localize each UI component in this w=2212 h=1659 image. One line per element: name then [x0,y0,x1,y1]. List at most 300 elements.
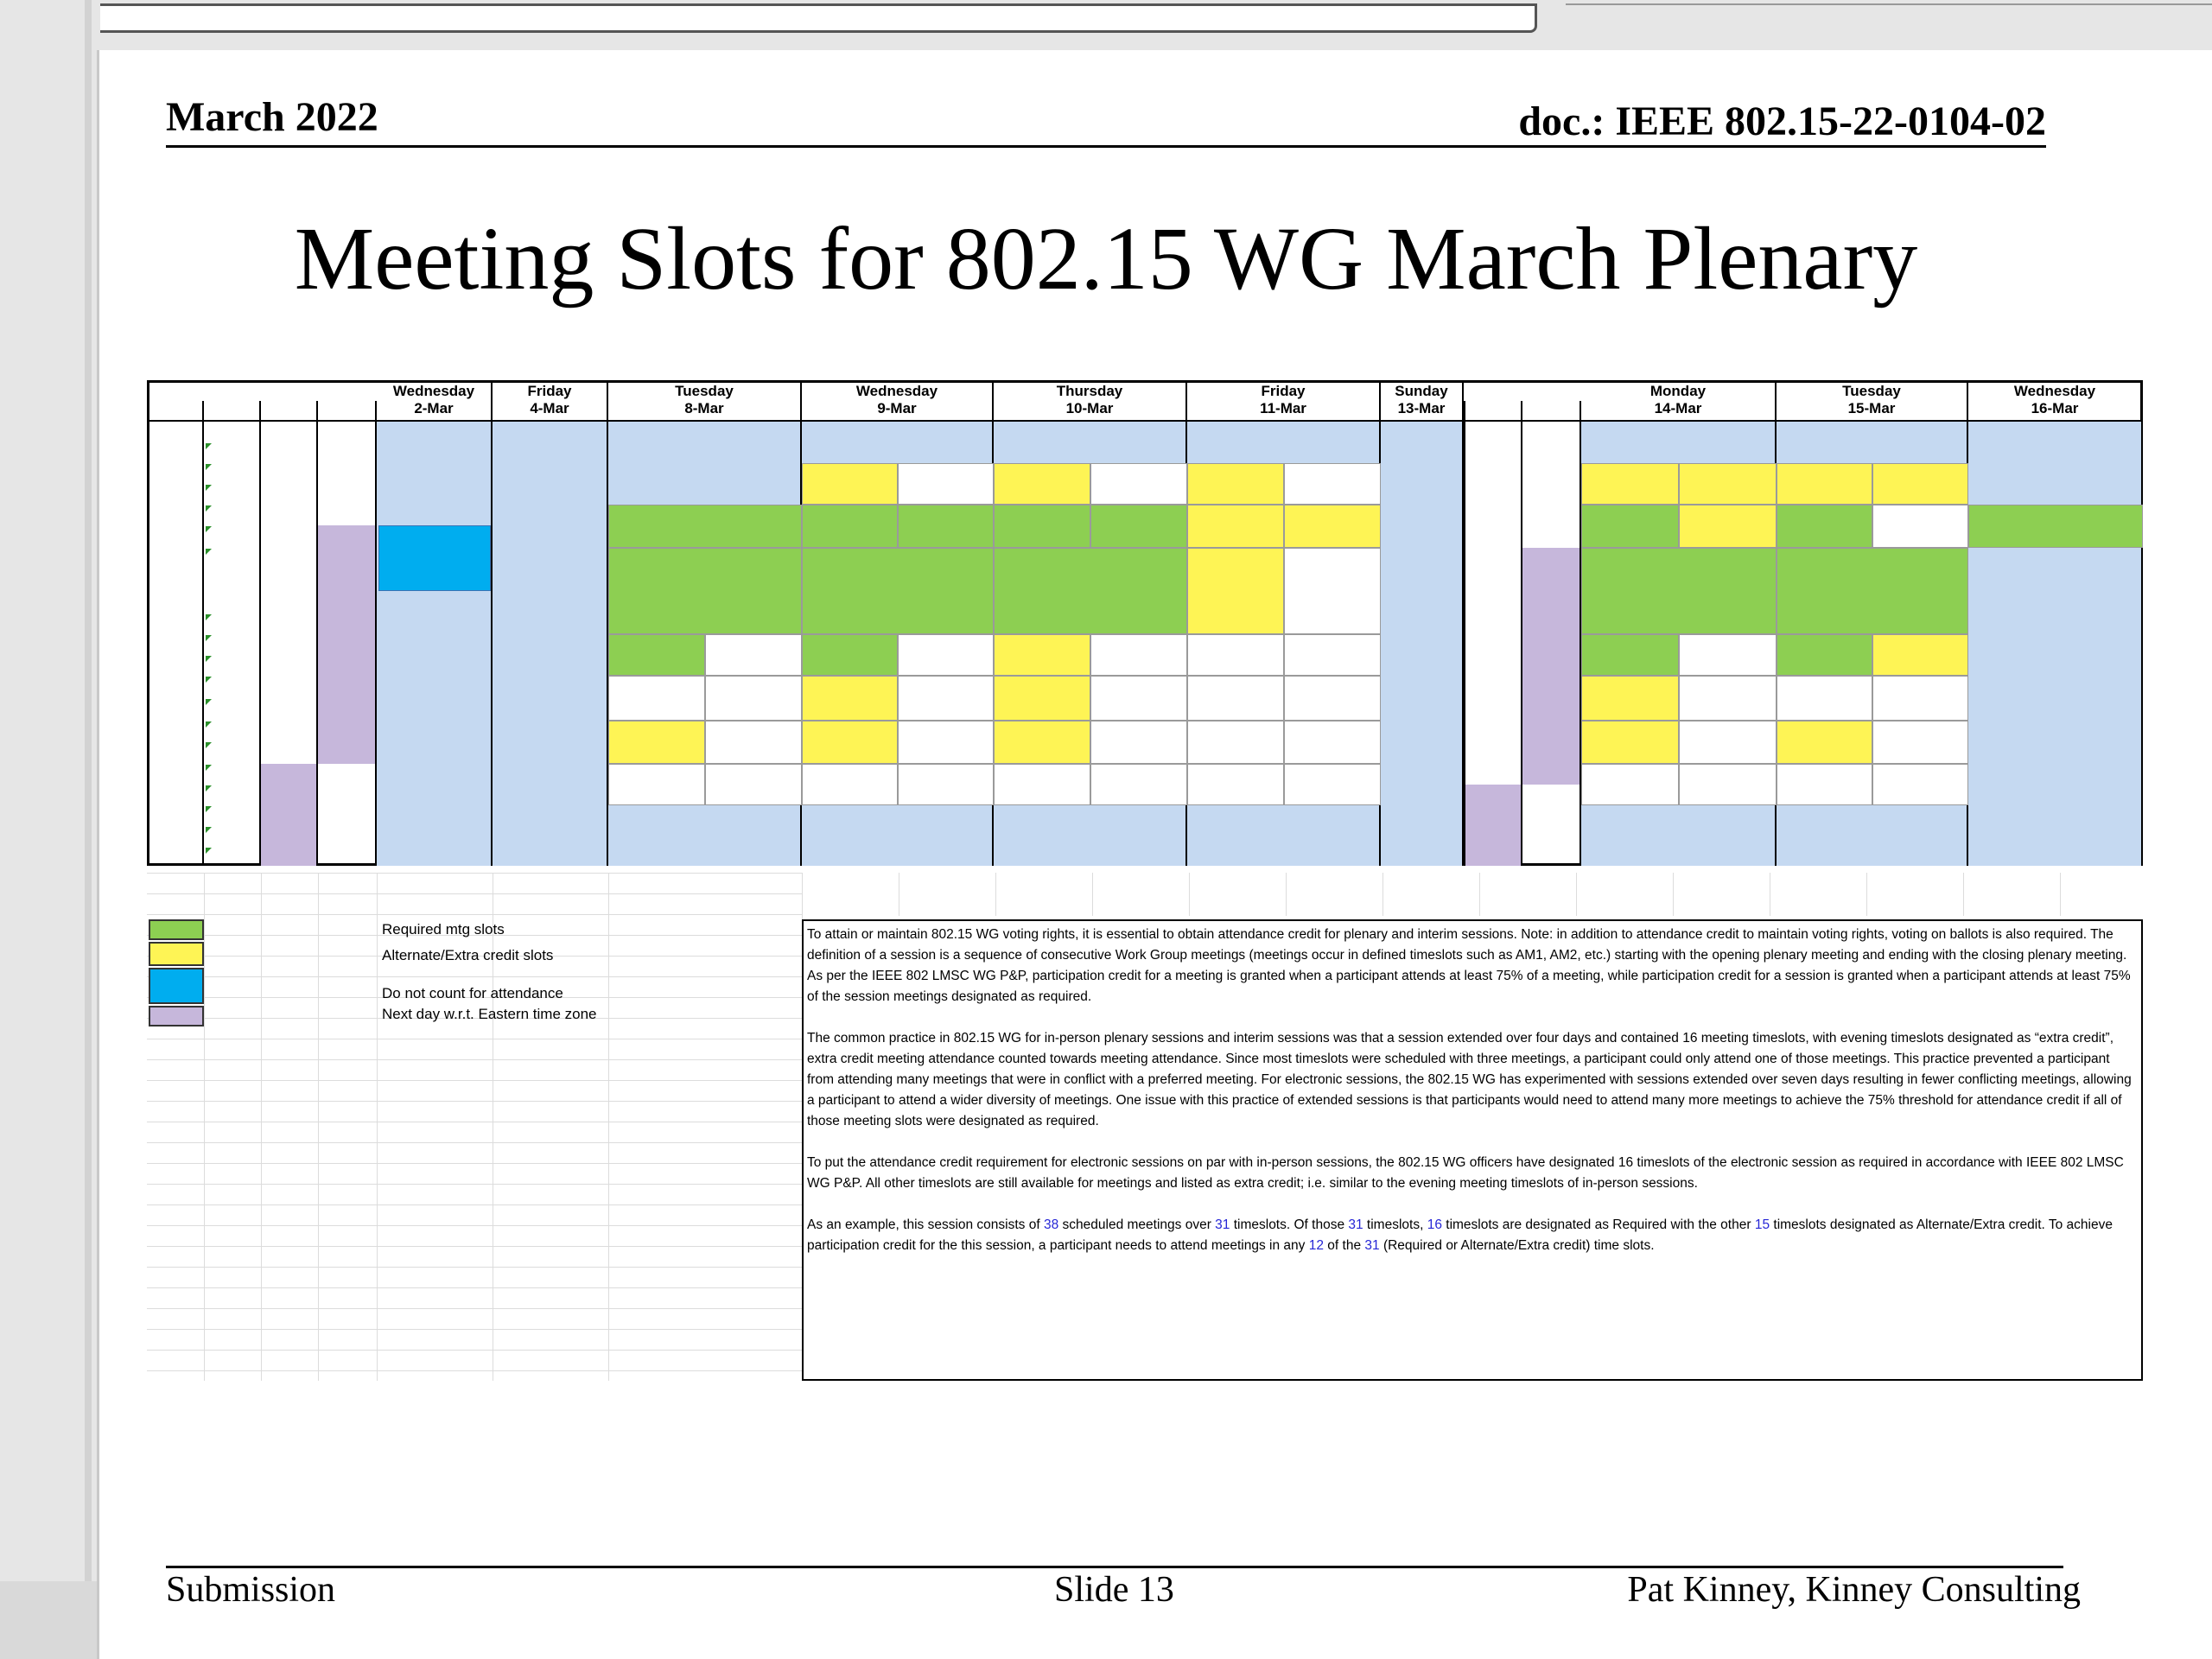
grid-line [318,873,319,1381]
time-cell-jst [318,463,377,484]
legend-label: Next day w.r.t. Eastern time zone [382,1006,597,1022]
cell-comment-marker [206,721,212,728]
right-time-cell-utc [1464,422,1522,442]
right-time-cell-jst [1522,847,1581,866]
wg-opening-meeting-meeting [608,505,802,548]
grid-line [261,873,262,1381]
time-cell-est [147,548,204,613]
right-time-cell-utc [1464,634,1522,655]
grid-line [204,873,205,1381]
time-cell-utc [261,721,318,741]
right-time-cell-jst [1522,484,1581,505]
grid-line [1963,873,1964,916]
right-time-cell-jst [1522,721,1581,741]
time-cell-pst [204,525,261,548]
slide-title: Meeting Slots for 802.15 WG March Plenary [294,209,1918,308]
tg4ab-meeting [802,721,898,764]
tg6a-meeting [898,505,994,548]
day-column-background [1968,422,2143,866]
right-time-cell-jst [1522,785,1581,805]
legend-swatch [149,942,204,966]
time-cell-utc [261,655,318,676]
grid-line [1866,873,1867,916]
day-header [802,380,994,422]
grid-line [1189,873,1190,916]
grid-line [147,1142,802,1143]
time-cell-est [147,785,204,805]
grid-line [147,1163,802,1164]
attendance-notes [802,919,2143,1381]
sc-maint-meeting [608,548,802,634]
tg4ab-meeting [608,721,705,764]
time-cell-est [147,764,204,785]
tg3ma-meeting [1187,505,1284,548]
ev2-meeting [705,764,802,805]
time-cell-jst [318,741,377,764]
right-time-cell-utc [1464,484,1522,505]
time-header-utc [261,401,318,422]
tg13-meeting [1679,463,1777,505]
ev2-meeting [1777,764,1872,805]
day-name: Thursday [1056,383,1123,400]
legend-swatch [149,1006,204,1027]
sc-ietf-meeting [994,548,1187,634]
time-cell-utc [261,764,318,785]
day-date: 14-Mar [1654,400,1702,416]
footer-submission: Submission [166,1570,336,1610]
day-header [1381,380,1464,422]
tg7a-meeting [1777,463,1872,505]
notes-paragraph-1: To attain or maintain 802.15 WG voting rights, it is essential to obtain attendance credit for plenary and interim sessions. Note: in addition to attendance credit to maintain voting rights, voting on ballots is also required. The definition of a session is a sequence of consecutive Work Group meetings (meetings occur in defined timeslots such as AM1, AM2, etc.) starting with the opening plenary meeting and ending with the closing plenary meeting. As per the IEEE 802 LMSC WG P&P, participation credit for a meeting is granted when a participant attends at least 75% of a meeting, while participation credit for a session is granted when a participant attends at least 75% of the session meetings designated as required. [807,927,2131,1004]
ev1-meeting [1090,721,1187,764]
right-time-cell-jst [1522,826,1581,847]
time-cell-utc [261,676,318,698]
pm1-meeting [1187,634,1284,676]
day-date: 11-Mar [1260,400,1306,416]
cell-comment-marker [206,742,212,748]
time-cell-jst [318,676,377,698]
tg13-meeting [1872,463,1968,505]
time-cell-jst [318,634,377,655]
right-time-cell-jst [1522,764,1581,785]
ev1-meeting [898,721,994,764]
time-cell-pst [204,721,261,741]
cell-comment-marker [206,785,212,791]
time-cell-jst [318,698,377,721]
cell-comment-marker [206,526,212,532]
day-date: 16-Mar [2031,400,2079,416]
cell-comment-marker [206,806,212,812]
cac-meeting [378,525,491,591]
time-cell-pst [204,463,261,484]
time-cell-est [147,463,204,484]
ev1-meeting [1872,721,1968,764]
time-cell-pst [204,676,261,698]
time-cell-jst [318,525,377,548]
grid-line [147,1101,802,1102]
tg16t-meeting [1777,634,1872,676]
grid-line [147,1350,802,1351]
pm2-meeting [1872,676,1968,721]
ev2-meeting [608,764,705,805]
time-cell-jst [318,826,377,847]
time-cell-jst [318,764,377,785]
cell-comment-marker [206,485,212,491]
sc-maint-meeting [1777,548,1968,634]
time-cell-pst [204,613,261,634]
pm1-meeting [1679,634,1777,676]
time-cell-utc [261,422,318,442]
grid-line [147,1225,802,1226]
right-time-cell-utc [1464,764,1522,785]
right-time-cell-utc [1464,655,1522,676]
right-time-cell-utc [1464,463,1522,484]
grid-line [147,976,802,977]
cell-comment-marker [206,656,212,662]
cell-comment-marker [206,505,212,512]
right-time-cell-utc [1464,785,1522,805]
ev2-meeting [1581,764,1679,805]
tg4ab-meeting [1187,548,1284,634]
time-cell-utc [261,634,318,655]
day-date: 13-Mar [1397,400,1446,416]
time-cell-pst [204,785,261,805]
sc-thz-meeting [1187,463,1284,505]
wg-closing-meeting-meeting [1968,505,2143,548]
right-time-cell-jst [1522,505,1581,525]
ev1-meeting [1284,721,1381,764]
grid-line [147,1246,802,1247]
right-time-cell-jst [1522,676,1581,698]
ev2-meeting [898,764,994,805]
legend-swatch [149,919,204,940]
grid-line [147,1308,802,1309]
time-cell-jst [318,613,377,634]
tg7a-meeting [802,463,898,505]
footer-rule [166,1566,2063,1568]
time-cell-est [147,505,204,525]
grid-line [2060,873,2061,916]
grid-line [147,1080,802,1081]
legend-label: Required mtg slots [382,921,505,938]
pm1-meeting [1090,634,1187,676]
tg13-meeting [802,505,898,548]
time-cell-pst [204,847,261,866]
right-time-cell-utc [1464,525,1522,548]
ev2-meeting [1187,764,1284,805]
grid-line [147,1059,802,1060]
day-name: Monday [1649,383,1707,400]
day-name: Wednesday [855,383,938,400]
time-header-pst [204,401,261,422]
right-time-cell-jst [1522,741,1581,764]
day-header [493,380,608,422]
notes-paragraph-4: As an example, this session consists of 38 scheduled meetings over 31 timeslots. Of those 31 timeslots, 16 timeslots are designated as Required with the other 15 timeslots designated as Alternate/Extra credit. To achieve participation credit for the this session, a participant needs to attend meetings in any 12 of the 31 (Required or Alternate/Extra credit) time slots. [807,1217,2113,1253]
right-time-cell-jst [1522,548,1581,613]
am0-meeting [1284,463,1381,505]
grid-line [147,893,802,894]
day-name: Wednesday [2013,383,2096,400]
grid-line [377,873,378,1381]
cell-comment-marker [206,848,212,854]
pm2-meeting [1284,676,1381,721]
time-cell-est [147,525,204,548]
cell-comment-marker [206,677,212,683]
day-date: 2-Mar [414,400,454,416]
notes-paragraph-2: The common practice in 802.15 WG for in-person plenary sessions and interim sessions was that a session extended over four days and contained 16 meeting timeslots, with evening timeslots designated as “extra credit”, extra credit meeting attendance counted towards meeting attendance. Since most timeslots were scheduled with three meetings, a participant could only attend one of those meetings. This practice prevented a participant from attending many meetings that were in conflict with a preferred meeting. For electronic sessions, the 802.15 WG has experimented with sessions extended over seven days resulting in fewer conflicting meetings, allowing a participant to attend a wider diversity of meetings. One issue with this practice of extended sessions is that participants would need to attend many more meetings to achieve the 75% threshold for attendance credit if all of those meeting slots were designated as required. [807,1031,2132,1128]
right-time-header-jst [1522,401,1581,422]
time-cell-pst [204,764,261,785]
grid-line [1286,873,1287,916]
time-cell-jst [318,505,377,525]
tg6a-meeting [1090,505,1187,548]
time-cell-utc [261,525,318,548]
time-cell-utc [261,548,318,613]
time-cell-est [147,826,204,847]
pm2-meeting [898,676,994,721]
day-header [1581,380,1777,422]
right-time-cell-jst [1522,805,1581,826]
ev2-meeting [1284,764,1381,805]
day-header [1968,380,2143,422]
ev1-meeting [705,721,802,764]
grid-line [147,1267,802,1268]
joint-6a-4ab-14-meeting [1284,505,1381,548]
time-cell-utc [261,698,318,721]
time-cell-jst [318,805,377,826]
time-cell-pst [204,805,261,826]
grid-line [147,1329,802,1330]
grid-line [608,873,609,1381]
pm2-meeting [705,676,802,721]
time-cell-utc [261,442,318,463]
ev2-meeting [802,764,898,805]
time-cell-pst [204,548,261,613]
time-cell-utc [261,847,318,866]
tg15-meeting [802,634,898,676]
tg14-meeting [994,676,1090,721]
tg4ab-meeting [1777,721,1872,764]
tg7a-meeting [1581,463,1679,505]
time-cell-utc [261,484,318,505]
grid-line [1382,873,1383,916]
time-cell-pst [204,442,261,463]
footer-slide-number: Slide 13 [1054,1570,1174,1610]
right-time-cell-utc [1464,613,1522,634]
sc-wng-meeting [802,548,994,634]
day-date: 9-Mar [877,400,917,416]
right-time-cell-utc [1464,741,1522,764]
time-cell-jst [318,442,377,463]
time-cell-utc [261,613,318,634]
time-cell-jst [318,484,377,505]
cell-comment-marker [206,827,212,833]
right-time-cell-jst [1522,698,1581,721]
header-doc-id: doc.: IEEE 802.15-22-0104-02 [1518,99,2046,144]
day-date: 15-Mar [1847,400,1896,416]
time-cell-est [147,721,204,741]
time-cell-utc [261,826,318,847]
right-time-cell-jst [1522,422,1581,442]
time-header-est [147,401,204,422]
time-cell-est [147,741,204,764]
right-time-cell-utc [1464,805,1522,826]
legend-swatch [149,968,204,1004]
right-time-cell-utc [1464,548,1522,613]
tg7a-meeting [994,463,1090,505]
pm2-meeting [1090,676,1187,721]
tg13-meeting [994,505,1090,548]
time-cell-utc [261,805,318,826]
time-cell-est [147,655,204,676]
header-date: March 2022 [166,94,378,140]
day-header [608,380,802,422]
grid-line [147,1184,802,1185]
time-cell-utc [261,463,318,484]
tg4ab-meeting [1679,505,1777,548]
right-time-cell-jst [1522,463,1581,484]
tg15-meeting [1581,634,1679,676]
legend-label: Alternate/Extra credit slots [382,947,554,963]
cell-comment-marker [206,549,212,555]
am0-meeting [898,463,994,505]
grid-line [1673,873,1674,916]
right-time-cell-jst [1522,442,1581,463]
grid-line [147,873,802,874]
right-time-cell-utc [1464,698,1522,721]
time-cell-jst [318,785,377,805]
time-cell-pst [204,634,261,655]
tg4ab-meeting [1581,721,1679,764]
ev2-meeting [994,764,1090,805]
day-name: Tuesday [675,383,734,400]
right-time-header-utc [1464,401,1522,422]
tg6a-meeting [1777,505,1872,548]
grid-line [1576,873,1577,916]
ev2-meeting [1872,764,1968,805]
cell-comment-marker [206,443,212,449]
pm2-meeting [1187,676,1284,721]
day-date: 8-Mar [684,400,724,416]
day-date: 10-Mar [1065,400,1114,416]
day-header [994,380,1187,422]
time-cell-est [147,698,204,721]
day-name: Tuesday [1842,383,1901,400]
ev2-meeting [1090,764,1187,805]
right-time-cell-jst [1522,634,1581,655]
right-time-cell-utc [1464,442,1522,463]
time-cell-jst [318,548,377,613]
time-cell-pst [204,422,261,442]
grid-line [995,873,996,916]
time-cell-utc [261,785,318,805]
right-time-cell-jst [1522,655,1581,676]
footer-author: Pat Kinney, Kinney Consulting [1627,1570,2081,1610]
time-cell-jst [318,721,377,741]
time-cell-est [147,676,204,698]
tg4cor1-meeting [1581,676,1679,721]
right-time-cell-utc [1464,826,1522,847]
ev1-meeting [1187,721,1284,764]
tg4cor1-meeting [802,676,898,721]
joint-14-15-4ab-meeting [994,634,1090,676]
tg3ma-meeting [1581,505,1679,548]
time-cell-jst [318,655,377,676]
pm1-meeting [1284,634,1381,676]
grid-line [147,1287,802,1288]
time-cell-est [147,484,204,505]
time-header-jst [318,401,377,422]
time-cell-pst [204,741,261,764]
right-time-cell-utc [1464,676,1522,698]
am2-meeting [1284,548,1381,634]
day-column-background [377,422,493,866]
grid-line [147,1370,802,1371]
notes-paragraph-3: To put the attendance credit requirement for electronic sessions on par with in-person sessions, the 802.15 WG officers have designated 16 timeslots of the electronic session as required in accordance with IEEE 802 LMSC WG P&P. All other timeslots are still available for meetings and listed as extra credit; i.e. similar to the evening meeting timeslots of in-person sessions. [807,1155,2124,1191]
pm1-meeting [705,634,802,676]
ev1-meeting [1679,721,1777,764]
time-cell-pst [204,484,261,505]
grid-line [1479,873,1480,916]
joint-802-15-802-1-meeting [1581,548,1777,634]
am0-meeting [1090,463,1187,505]
time-cell-jst [318,847,377,866]
time-cell-est [147,847,204,866]
cell-comment-marker [206,699,212,705]
day-date: 4-Mar [530,400,569,416]
right-time-cell-utc [1464,847,1522,866]
day-name: Friday [1261,383,1306,400]
time-cell-est [147,634,204,655]
time-cell-utc [261,505,318,525]
time-cell-est [147,805,204,826]
cell-comment-marker [206,614,212,620]
day-column-background [1381,422,1464,866]
tg16t-meeting [608,634,705,676]
day-column-background [493,422,608,866]
legend-label: Do not count for attendance [382,985,563,1001]
right-time-cell-utc [1464,505,1522,525]
time-cell-pst [204,655,261,676]
grid-line [147,914,802,915]
time-cell-utc [261,741,318,764]
pm2-meeting [608,676,705,721]
time-cell-pst [204,698,261,721]
cell-comment-marker [206,464,212,470]
cell-comment-marker [206,635,212,641]
day-name: Friday [527,383,572,400]
pm1-meeting [898,634,994,676]
am1-meeting [1872,505,1968,548]
day-name: Sunday [1395,383,1448,400]
time-cell-pst [204,505,261,525]
pm2-meeting [1679,676,1777,721]
ev2-meeting [1679,764,1777,805]
time-cell-est [147,613,204,634]
day-header [1777,380,1968,422]
tg4ab-meeting [1872,634,1968,676]
time-cell-pst [204,826,261,847]
right-time-cell-jst [1522,613,1581,634]
pm2-meeting [1777,676,1872,721]
right-time-cell-utc [1464,721,1522,741]
day-name: Wednesday [392,383,475,400]
time-cell-jst [318,422,377,442]
grid-line [1092,873,1093,916]
tg4ab-meeting [994,721,1090,764]
time-cell-est [147,422,204,442]
cell-comment-marker [206,765,212,771]
